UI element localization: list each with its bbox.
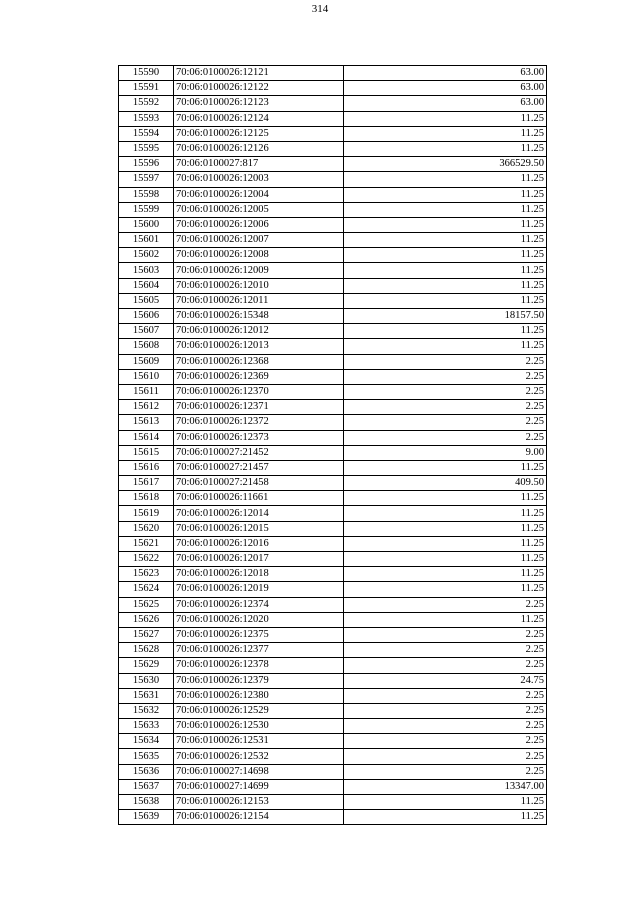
value-cell: 11.25 — [344, 172, 547, 187]
table-row — [119, 217, 547, 232]
row-number-cell: 15633 — [119, 719, 174, 734]
table-row — [119, 612, 547, 627]
row-number-cell: 15609 — [119, 354, 174, 369]
row-number-cell: 15621 — [119, 536, 174, 551]
cadastral-number-cell: 70:06:0100027:14699 — [174, 779, 344, 794]
row-number-cell: 15599 — [119, 202, 174, 217]
cadastral-number-cell: 70:06:0100026:12017 — [174, 552, 344, 567]
value-cell: 63.00 — [344, 96, 547, 111]
cadastral-number-cell: 70:06:0100026:12371 — [174, 400, 344, 415]
cadastral-number-cell: 70:06:0100027:21452 — [174, 445, 344, 460]
row-number-cell: 15593 — [119, 111, 174, 126]
table-row — [119, 96, 547, 111]
table-row — [119, 233, 547, 248]
value-cell: 2.25 — [344, 749, 547, 764]
table-row — [119, 764, 547, 779]
cadastral-number-cell: 70:06:0100026:12532 — [174, 749, 344, 764]
table-row — [119, 66, 547, 81]
value-cell: 11.25 — [344, 536, 547, 551]
table-row — [119, 673, 547, 688]
table-row — [119, 795, 547, 810]
row-number-cell: 15636 — [119, 764, 174, 779]
table-row — [119, 339, 547, 354]
value-cell: 13347.00 — [344, 779, 547, 794]
table-row — [119, 263, 547, 278]
value-cell: 63.00 — [344, 66, 547, 81]
table-row — [119, 719, 547, 734]
row-number-cell: 15605 — [119, 293, 174, 308]
cadastral-number-cell: 70:06:0100026:12015 — [174, 521, 344, 536]
cadastral-number-cell: 70:06:0100026:12153 — [174, 795, 344, 810]
cadastral-number-cell: 70:06:0100026:12006 — [174, 217, 344, 232]
row-number-cell: 15632 — [119, 703, 174, 718]
row-number-cell: 15608 — [119, 339, 174, 354]
registry-table — [118, 65, 547, 825]
row-number-cell: 15639 — [119, 810, 174, 825]
value-cell: 2.25 — [344, 384, 547, 399]
row-number-cell: 15600 — [119, 217, 174, 232]
row-number-cell: 15626 — [119, 612, 174, 627]
row-number-cell: 15638 — [119, 795, 174, 810]
cadastral-number-cell: 70:06:0100026:12124 — [174, 111, 344, 126]
cadastral-number-cell: 70:06:0100027:21458 — [174, 476, 344, 491]
row-number-cell: 15629 — [119, 658, 174, 673]
table-row — [119, 491, 547, 506]
table-row — [119, 293, 547, 308]
cadastral-number-cell: 70:06:0100026:12007 — [174, 233, 344, 248]
table-row — [119, 703, 547, 718]
value-cell: 2.25 — [344, 354, 547, 369]
table-row — [119, 643, 547, 658]
cadastral-number-cell: 70:06:0100026:12374 — [174, 597, 344, 612]
table-row — [119, 202, 547, 217]
table-row — [119, 476, 547, 491]
value-cell: 11.25 — [344, 141, 547, 156]
row-number-cell: 15611 — [119, 384, 174, 399]
cadastral-number-cell: 70:06:0100026:12531 — [174, 734, 344, 749]
cadastral-number-cell: 70:06:0100026:12013 — [174, 339, 344, 354]
cadastral-number-cell: 70:06:0100026:12008 — [174, 248, 344, 263]
cadastral-number-cell: 70:06:0100026:12377 — [174, 643, 344, 658]
cadastral-number-cell: 70:06:0100026:12375 — [174, 627, 344, 642]
table-row — [119, 157, 547, 172]
cadastral-number-cell: 70:06:0100026:12020 — [174, 612, 344, 627]
table-row — [119, 369, 547, 384]
row-number-cell: 15607 — [119, 324, 174, 339]
row-number-cell: 15614 — [119, 430, 174, 445]
table-row — [119, 567, 547, 582]
row-number-cell: 15619 — [119, 506, 174, 521]
row-number-cell: 15625 — [119, 597, 174, 612]
value-cell: 2.25 — [344, 764, 547, 779]
row-number-cell: 15622 — [119, 552, 174, 567]
value-cell: 11.25 — [344, 187, 547, 202]
value-cell: 2.25 — [344, 658, 547, 673]
cadastral-number-cell: 70:06:0100026:12005 — [174, 202, 344, 217]
registry-table-body — [119, 66, 547, 825]
value-cell: 11.25 — [344, 795, 547, 810]
row-number-cell: 15590 — [119, 66, 174, 81]
value-cell: 2.25 — [344, 597, 547, 612]
value-cell: 11.25 — [344, 248, 547, 263]
row-number-cell: 15631 — [119, 688, 174, 703]
value-cell: 11.25 — [344, 491, 547, 506]
value-cell: 11.25 — [344, 217, 547, 232]
row-number-cell: 15613 — [119, 415, 174, 430]
value-cell: 2.25 — [344, 734, 547, 749]
table-row — [119, 126, 547, 141]
table-row — [119, 309, 547, 324]
table-row — [119, 400, 547, 415]
row-number-cell: 15606 — [119, 309, 174, 324]
table-row — [119, 278, 547, 293]
table-row — [119, 187, 547, 202]
value-cell: 11.25 — [344, 293, 547, 308]
row-number-cell: 15610 — [119, 369, 174, 384]
value-cell: 2.25 — [344, 430, 547, 445]
value-cell: 9.00 — [344, 445, 547, 460]
value-cell: 11.25 — [344, 111, 547, 126]
cadastral-number-cell: 70:06:0100026:12154 — [174, 810, 344, 825]
table-row — [119, 172, 547, 187]
row-number-cell: 15637 — [119, 779, 174, 794]
value-cell: 2.25 — [344, 369, 547, 384]
value-cell: 63.00 — [344, 81, 547, 96]
value-cell: 2.25 — [344, 688, 547, 703]
row-number-cell: 15597 — [119, 172, 174, 187]
row-number-cell: 15627 — [119, 627, 174, 642]
value-cell: 11.25 — [344, 202, 547, 217]
page-number: 314 — [311, 3, 329, 15]
table-row — [119, 506, 547, 521]
value-cell: 11.25 — [344, 552, 547, 567]
row-number-cell: 15598 — [119, 187, 174, 202]
cadastral-number-cell: 70:06:0100026:12019 — [174, 582, 344, 597]
cadastral-number-cell: 70:06:0100026:12373 — [174, 430, 344, 445]
table-row — [119, 460, 547, 475]
cadastral-number-cell: 70:06:0100027:21457 — [174, 460, 344, 475]
cadastral-number-cell: 70:06:0100026:12121 — [174, 66, 344, 81]
row-number-cell: 15630 — [119, 673, 174, 688]
value-cell: 11.25 — [344, 521, 547, 536]
value-cell: 11.25 — [344, 567, 547, 582]
value-cell: 11.25 — [344, 126, 547, 141]
cadastral-number-cell: 70:06:0100026:12529 — [174, 703, 344, 718]
table-row — [119, 415, 547, 430]
table-row — [119, 354, 547, 369]
table-row — [119, 141, 547, 156]
value-cell: 24.75 — [344, 673, 547, 688]
cadastral-number-cell: 70:06:0100026:12123 — [174, 96, 344, 111]
table-row — [119, 552, 547, 567]
cadastral-number-cell: 70:06:0100027:817 — [174, 157, 344, 172]
cadastral-number-cell: 70:06:0100026:12011 — [174, 293, 344, 308]
value-cell: 11.25 — [344, 233, 547, 248]
table-row — [119, 536, 547, 551]
cadastral-number-cell: 70:06:0100027:14698 — [174, 764, 344, 779]
row-number-cell: 15618 — [119, 491, 174, 506]
row-number-cell: 15623 — [119, 567, 174, 582]
table-row — [119, 688, 547, 703]
value-cell: 2.25 — [344, 643, 547, 658]
cadastral-number-cell: 70:06:0100026:12122 — [174, 81, 344, 96]
row-number-cell: 15601 — [119, 233, 174, 248]
value-cell: 2.25 — [344, 703, 547, 718]
row-number-cell: 15603 — [119, 263, 174, 278]
row-number-cell: 15628 — [119, 643, 174, 658]
cadastral-number-cell: 70:06:0100026:12003 — [174, 172, 344, 187]
value-cell: 11.25 — [344, 612, 547, 627]
row-number-cell: 15615 — [119, 445, 174, 460]
cadastral-number-cell: 70:06:0100026:12009 — [174, 263, 344, 278]
value-cell: 11.25 — [344, 278, 547, 293]
cadastral-number-cell: 70:06:0100026:12530 — [174, 719, 344, 734]
table-row — [119, 81, 547, 96]
row-number-cell: 15612 — [119, 400, 174, 415]
table-row — [119, 658, 547, 673]
cadastral-number-cell: 70:06:0100026:12369 — [174, 369, 344, 384]
table-row — [119, 597, 547, 612]
cadastral-number-cell: 70:06:0100026:15348 — [174, 309, 344, 324]
cadastral-number-cell: 70:06:0100026:12372 — [174, 415, 344, 430]
cadastral-number-cell: 70:06:0100026:12379 — [174, 673, 344, 688]
table-row — [119, 324, 547, 339]
table-row — [119, 779, 547, 794]
row-number-cell: 15594 — [119, 126, 174, 141]
row-number-cell: 15604 — [119, 278, 174, 293]
row-number-cell: 15616 — [119, 460, 174, 475]
table-row — [119, 627, 547, 642]
value-cell: 366529.50 — [344, 157, 547, 172]
cadastral-number-cell: 70:06:0100026:11661 — [174, 491, 344, 506]
table-row — [119, 734, 547, 749]
row-number-cell: 15635 — [119, 749, 174, 764]
value-cell: 11.25 — [344, 506, 547, 521]
value-cell: 11.25 — [344, 324, 547, 339]
table-row — [119, 749, 547, 764]
value-cell: 2.25 — [344, 415, 547, 430]
cadastral-number-cell: 70:06:0100026:12126 — [174, 141, 344, 156]
row-number-cell: 15602 — [119, 248, 174, 263]
cadastral-number-cell: 70:06:0100026:12380 — [174, 688, 344, 703]
table-row — [119, 521, 547, 536]
table-row — [119, 111, 547, 126]
value-cell: 409.50 — [344, 476, 547, 491]
table-row — [119, 248, 547, 263]
cadastral-number-cell: 70:06:0100026:12012 — [174, 324, 344, 339]
cadastral-number-cell: 70:06:0100026:12016 — [174, 536, 344, 551]
cadastral-number-cell: 70:06:0100026:12004 — [174, 187, 344, 202]
cadastral-number-cell: 70:06:0100026:12125 — [174, 126, 344, 141]
row-number-cell: 15634 — [119, 734, 174, 749]
table-row — [119, 445, 547, 460]
cadastral-number-cell: 70:06:0100026:12014 — [174, 506, 344, 521]
row-number-cell: 15595 — [119, 141, 174, 156]
table-row — [119, 384, 547, 399]
value-cell: 11.25 — [344, 810, 547, 825]
row-number-cell: 15617 — [119, 476, 174, 491]
value-cell: 11.25 — [344, 582, 547, 597]
table-row — [119, 430, 547, 445]
table-row — [119, 582, 547, 597]
cadastral-number-cell: 70:06:0100026:12378 — [174, 658, 344, 673]
row-number-cell: 15620 — [119, 521, 174, 536]
row-number-cell: 15624 — [119, 582, 174, 597]
value-cell: 2.25 — [344, 627, 547, 642]
cadastral-number-cell: 70:06:0100026:12010 — [174, 278, 344, 293]
value-cell: 11.25 — [344, 460, 547, 475]
value-cell: 11.25 — [344, 263, 547, 278]
value-cell: 18157.50 — [344, 309, 547, 324]
cadastral-number-cell: 70:06:0100026:12018 — [174, 567, 344, 582]
row-number-cell: 15592 — [119, 96, 174, 111]
value-cell: 2.25 — [344, 400, 547, 415]
value-cell: 2.25 — [344, 719, 547, 734]
cadastral-number-cell: 70:06:0100026:12368 — [174, 354, 344, 369]
cadastral-number-cell: 70:06:0100026:12370 — [174, 384, 344, 399]
table-row — [119, 810, 547, 825]
row-number-cell: 15591 — [119, 81, 174, 96]
value-cell: 11.25 — [344, 339, 547, 354]
row-number-cell: 15596 — [119, 157, 174, 172]
